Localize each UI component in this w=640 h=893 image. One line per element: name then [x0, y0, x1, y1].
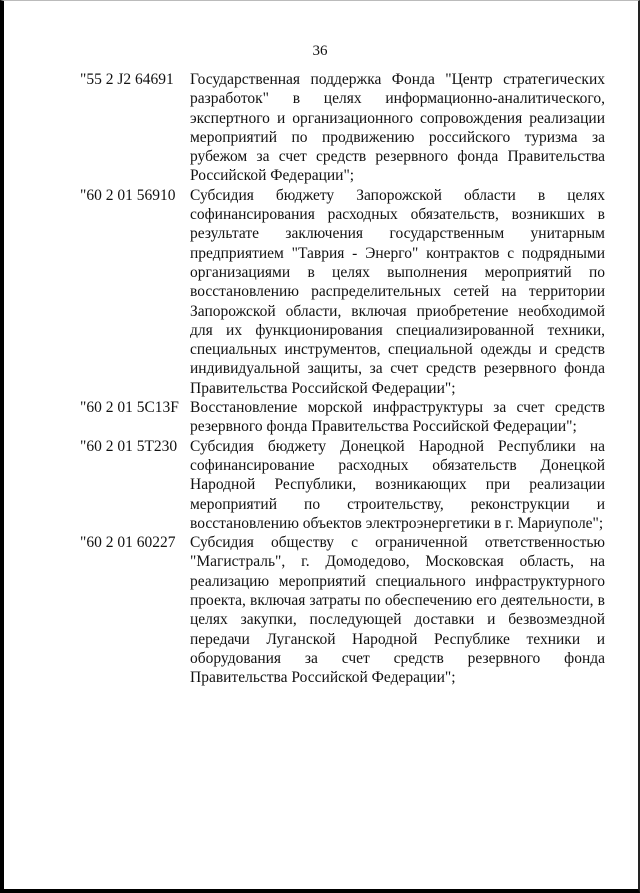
entry-4	[80, 437, 605, 533]
entry-code: "60 2 01 5C13F	[80, 399, 179, 417]
entry-code: "55 2 J2 64691	[80, 71, 174, 88]
entry-code: "60 2 01 56910	[80, 186, 176, 204]
entry-text: Государственная поддержка Фонда "Центр стратегических разработок" в целях информационно-аналитического, экспертного и организационного сопровождения реализации мероприятий по продвижению российского туризма за рубежом за счет средств резервного фонда Правительства Российской Федерации";	[190, 71, 605, 185]
budget-code-list	[80, 70, 605, 688]
entry-3	[80, 398, 605, 437]
entry-text: Субсидия бюджету Запорожской области в целях софинансирования расходных обязательств, возникших в результате заключения государственным унитарным предприятием "Таврия - Энерго" контрактов с подрядными организациями в целях выполнения мероприятий по восстановлению распределительных сетей на территории Запорожской области, включая приобретение необходимой для их функционирования специализированной техники, специальных инструментов, специальной одежды и средств индивидуальной защиты, за счет средств резервного фонда Правительства Российской Федерации";	[190, 186, 605, 397]
entry-1	[80, 70, 605, 186]
entry-code: "60 2 01 60227	[80, 534, 176, 552]
entry-2	[80, 186, 605, 398]
entry-text: Субсидия бюджету Донецкой Народной Республики на софинансирование расходных обязательств Донецкой Народной Республики, возникающих при реализации мероприятий по строительству, реконструкции и восстановлению объектов электроэнергетики в г. Мариуполе";	[190, 437, 605, 532]
entry-text: Восстановление морской инфраструктуры за счет средств резервного фонда Правительства Российской Федерации";	[190, 399, 605, 436]
page-number: 36	[312, 43, 328, 59]
entry-code: "60 2 01 5T230	[80, 437, 178, 455]
entry-text: Субсидия обществу с ограниченной ответственностью "Магистраль", г. Домодедово, Московская область, на реализацию мероприятий специального инфраструктурного проекта, включая затраты по обеспечению его деятельности, в целях закупки, последующей доставки и безвозмездной передачи Луганской Народной Республике техники и оборудования за счет средств резервного фонда Правительства Российской Федерации";	[190, 534, 605, 687]
entry-5	[80, 533, 605, 687]
